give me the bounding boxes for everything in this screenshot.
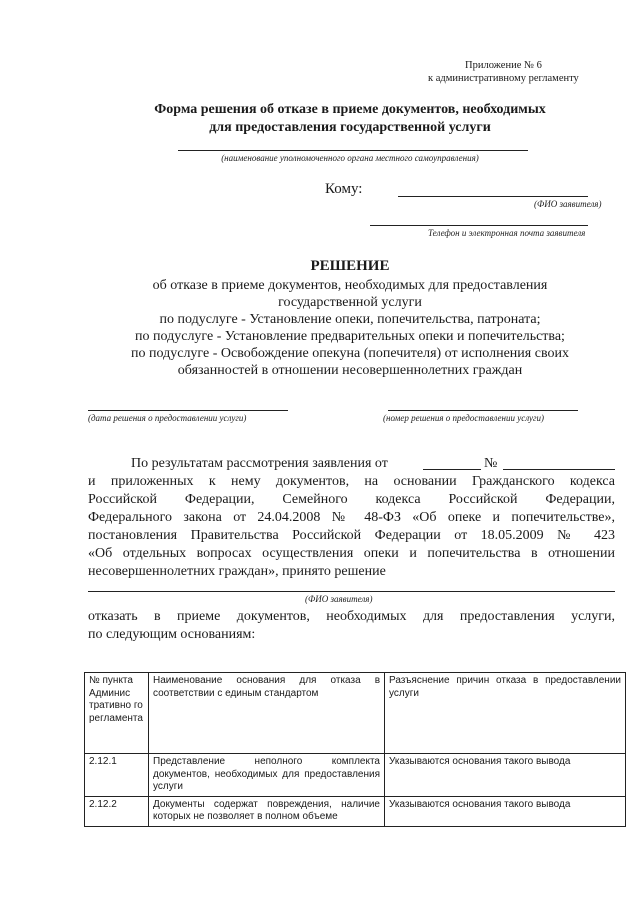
authority-caption: (наименование уполномоченного органа местного самоуправления) [221,153,479,163]
main-text-line-7: несовершеннолетних граждан», принято решение [88,564,386,579]
table-row [85,796,626,826]
header-paragraph-number: № пункта Админис тративно го регламента [85,673,149,754]
decision-date-caption: (дата решения о предоставлении услуги) [88,413,247,423]
main-text-line-1a: По результатам рассмотрения заявления от [131,456,388,471]
to-label: Кому: [325,181,363,197]
table-row [85,754,626,797]
decision-date-line [88,410,288,411]
main-text-number-sign: № [484,456,498,471]
refusal-grounds-table [84,672,626,827]
main-text-line-3: Российской Федерации, Семейного кодекса Российской Федерации, [88,492,615,507]
application-number-line [503,469,615,470]
decision-number-line [388,410,578,411]
row-2-ground: Документы содержат повреждения, наличие которых не позволяет в полном объеме [149,796,385,826]
application-date-line [423,469,481,470]
contact-line [370,225,588,226]
decision-line-3: по подуслуге - Установление опеки, попечительства, патроната; [159,312,541,327]
decision-heading: РЕШЕНИЕ [310,258,390,274]
refusal-line-1: отказать в приеме документов, необходимых для предоставления услуги, [88,609,615,624]
row-1-explanation: Указываются основания такого вывода [385,754,626,797]
authority-name-line [178,150,528,151]
recipient-fio-line [398,196,588,197]
header-explanation: Разъяснение причин отказа в предоставлении услуги [385,673,626,754]
refusal-line-2: по следующим основаниям: [88,627,256,642]
decision-number-caption: (номер решения о предоставлении услуги) [383,413,545,423]
recipient-fio-caption: (ФИО заявителя) [534,199,602,209]
main-text-line-5: постановления Правительства Российской Федерации от 18.05.2009 № 423 [88,528,615,543]
main-text-line-4: Федерального закона от 24.04.2008 № 48-ФЗ «Об опеке и попечительстве», [88,510,615,525]
header-ground-name: Наименование основания для отказа в соответствии с единым стандартом [149,673,385,754]
main-text-line-6: «Об отдельных вопросах осуществления опеки и попечительства в отношении [88,546,615,561]
contact-caption: Телефон и электронная почта заявителя [428,228,586,238]
form-title-line-1: Форма решения об отказе в приеме документов, необходимых [154,102,546,117]
decision-line-1: об отказе в приеме документов, необходимых для предоставления [152,278,548,293]
appendix-line-2: к административному регламенту [428,73,579,84]
form-title-line-2: для предоставления государственной услуги [209,120,491,135]
decision-line-4: по подуслуге - Установление предварительных опеки и попечительства; [135,329,565,344]
applicant-fio-caption: (ФИО заявителя) [305,594,373,604]
decision-line-2: государственной услуги [278,295,422,310]
appendix-line-1: Приложение № 6 [465,60,542,71]
applicant-fio-line [88,591,615,592]
row-2-number: 2.12.2 [85,796,149,826]
table-header-row [85,673,626,754]
row-1-ground: Представление неполного комплекта документов, необходимых для предоставления услуги [149,754,385,797]
row-1-number: 2.12.1 [85,754,149,797]
decision-line-6: обязанностей в отношении несовершеннолетних граждан [177,363,523,378]
main-text-line-2: и приложенных к нему документов, на основании Гражданского кодекса [88,474,615,489]
row-2-explanation: Указываются основания такого вывода [385,796,626,826]
decision-line-5: по подуслуге - Освобождение опекуна (попечителя) от исполнения своих [131,346,569,361]
